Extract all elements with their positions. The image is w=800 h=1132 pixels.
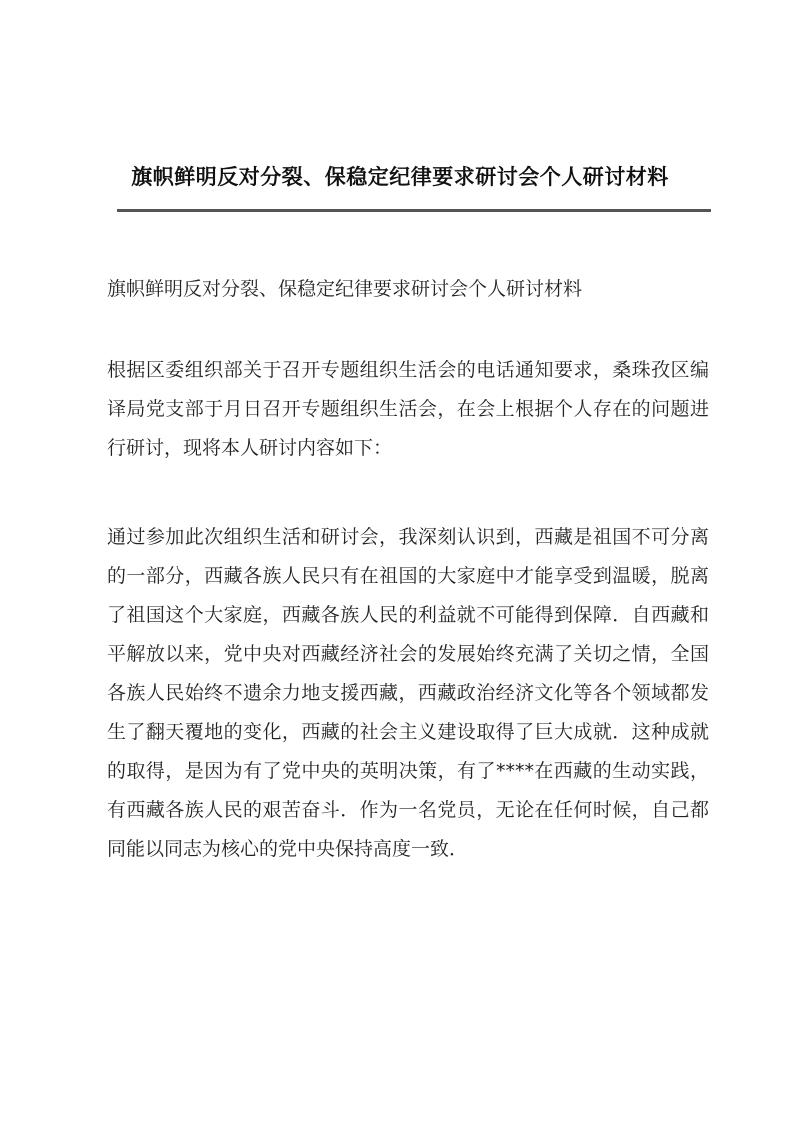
paragraph-main: 通过参加此次组织生活和研讨会，我深刻认识到，西藏是祖国不可分离的一部分，西藏各族人民只有在祖国的大家庭中才能享受到温暖，脱离了祖国这个大家庭，西藏各族人民的利益就不可能得到保障．自西藏和平解放以来，党中央对西藏经济社会的发展始终充满了关切之情，全国各族人民始终不遗余力地支援西藏，西藏政治经济文化等各个领域都发生了翻天覆地的变化，西藏的社会主义建设取得了巨大成就．这种成就的取得，是因为有了党中央的英明决策，有了****在西藏的生动实践，有西藏各族人民的艰苦奋斗．作为一名党员，无论在任何时候，自己都同能以同志为核心的党中央保持高度一致．: [107, 526, 709, 860]
paragraph-intro: 根据区委组织部关于召开专题组织生活会的电话通知要求，桑珠孜区编译局党支部于月日召开专题组织生活会，在会上根据个人存在的问题进行研讨，现将本人研讨内容如下：: [107, 359, 709, 459]
document-title: 旗帜鲜明反对分裂、保稳定纪律要求研讨会个人研讨材料: [131, 164, 669, 189]
title-divider: [117, 209, 711, 212]
paragraph-heading: 旗帜鲜明反对分裂、保稳定纪律要求研讨会个人研讨材料: [107, 278, 583, 300]
